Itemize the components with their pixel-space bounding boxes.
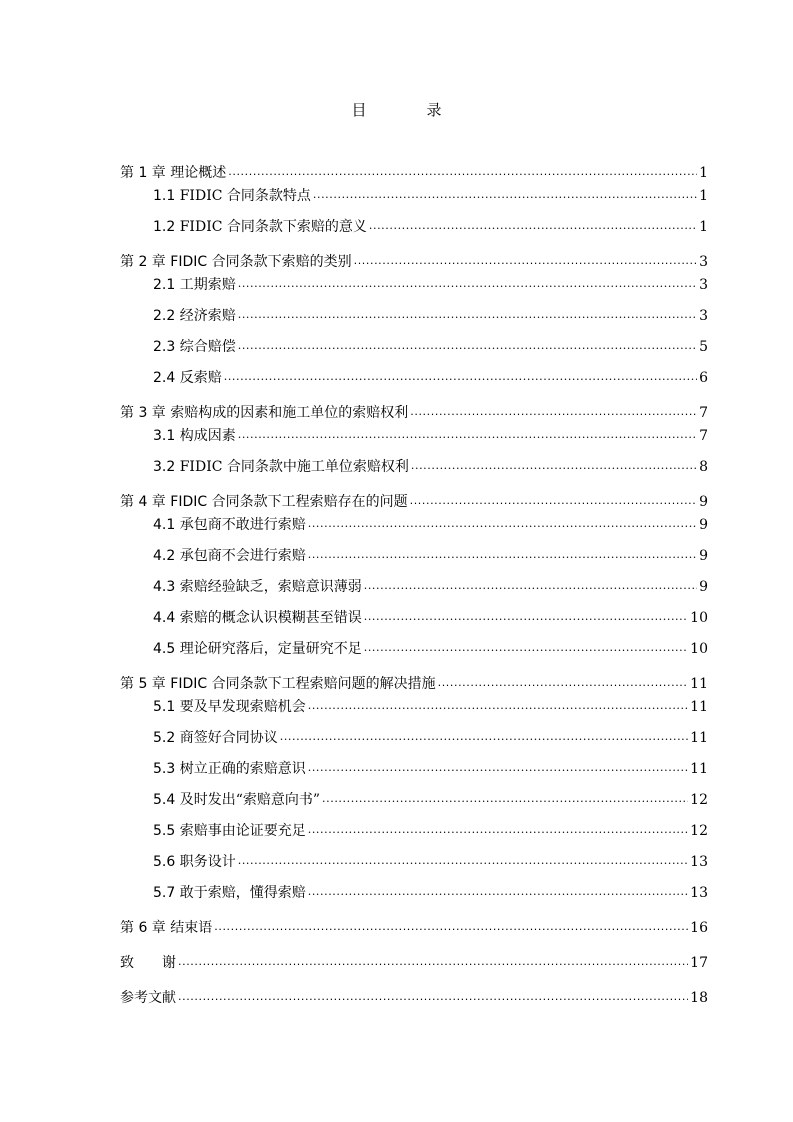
toc-page-number: 16 [690,920,708,936]
dot-leader [214,918,688,932]
dot-leader [178,953,688,967]
toc-entry-title [120,163,226,183]
toc-heading-right: 录 [426,101,442,119]
toc-entry-number: 5.1 [153,699,176,715]
toc-page-number: 1 [699,219,708,235]
toc-entry-number: 2.2 [153,308,176,324]
toc-page-number: 10 [690,641,708,657]
toc-entry-title [153,368,222,388]
toc-entry-title [153,426,236,446]
toc-chapter-entry[interactable] [120,953,708,973]
toc-section-entry[interactable] [120,368,708,388]
table-of-contents [120,163,708,1008]
toc-entry-title [153,728,278,748]
dot-leader [410,492,697,506]
toc-section-entry[interactable] [120,790,708,810]
toc-entry-title [153,546,306,566]
toc-entry-label: 商签好合同协议 [179,730,278,746]
toc-entry-number: 2.4 [153,370,176,386]
toc-entry-label: 及时发出“索赔意向书” [179,792,321,808]
toc-page-number: 6 [699,370,708,386]
toc-page-number: 12 [690,823,708,839]
toc-section-entry[interactable] [120,217,708,237]
toc-chapter-entry[interactable] [120,674,708,694]
dot-leader [313,186,697,200]
toc-page-number: 10 [690,610,708,626]
toc-entry-number: 3.1 [153,428,176,444]
toc-heading-left: 目 [351,101,367,119]
toc-entry-title [153,697,306,717]
toc-entry-number: 5.5 [153,823,176,839]
toc-entry-title [153,186,311,206]
toc-entry-number: 4.5 [153,641,176,657]
toc-entry-number: 1.2 [153,219,176,235]
toc-page-number: 9 [699,517,708,533]
dot-leader [354,252,697,266]
dot-leader [308,697,688,711]
toc-section-entry[interactable] [120,515,708,535]
toc-section-entry[interactable] [120,275,708,295]
toc-entry-number: 第 1 章 [120,165,166,181]
dot-leader [410,403,697,417]
toc-entry-number: 4.1 [153,517,176,533]
dot-leader [364,639,688,653]
toc-entry-title [153,306,236,326]
toc-entry-title [120,492,408,512]
toc-entry-number: 第 2 章 [120,254,166,270]
toc-page-number: 8 [699,459,708,475]
toc-entry-label: 承包商不会进行索赔 [179,548,306,564]
toc-page-number: 1 [699,165,708,181]
toc-entry-label: FIDIC 合同条款中施工单位索赔权利 [179,459,409,475]
toc-entry-number: 第 3 章 [120,405,166,421]
toc-entry-label: 索赔经验缺乏，索赔意识薄弱 [179,579,362,595]
toc-entry-number: 4.2 [153,548,176,564]
dot-leader [280,728,688,742]
toc-entry-label: 致 谢 [120,955,176,971]
toc-entry-number: 5.2 [153,730,176,746]
toc-section-entry[interactable] [120,457,708,477]
toc-entry-title [120,252,352,272]
toc-entry-number: 5.7 [153,885,176,901]
toc-section-entry[interactable] [120,639,708,659]
toc-entry-label: FIDIC 合同条款下工程索赔问题的解决措施 [170,676,436,692]
dot-leader [308,515,697,529]
toc-entry-title [120,988,176,1008]
toc-page-number: 1 [699,188,708,204]
dot-leader [238,306,697,320]
toc-entry-number: 第 5 章 [120,676,166,692]
toc-entry-label: 综合赔偿 [179,339,236,355]
toc-entry-title [153,515,306,535]
toc-section-entry[interactable] [120,426,708,446]
toc-entry-number: 5.3 [153,761,176,777]
dot-leader [238,426,697,440]
toc-page-number: 13 [690,885,708,901]
toc-section-entry[interactable] [120,883,708,903]
toc-entry-title [153,883,306,903]
toc-entry-label: 索赔事由论证要充足 [179,823,306,839]
toc-entry-title [153,337,236,357]
toc-entry-number: 2.3 [153,339,176,355]
toc-entry-label: 索赔构成的因素和施工单位的索赔权利 [170,405,409,421]
toc-page-number: 11 [690,699,708,715]
toc-entry-title [153,759,306,779]
toc-entry-label: 经济索赔 [179,308,236,324]
dot-leader [238,275,697,289]
toc-chapter-entry[interactable] [120,918,708,938]
toc-page-number: 9 [699,494,708,510]
toc-page-number: 9 [699,548,708,564]
dot-leader [438,674,689,688]
toc-page-number: 7 [699,428,708,444]
toc-entry-title [153,275,236,295]
toc-section-entry[interactable] [120,546,708,566]
toc-entry-number: 5.6 [153,854,176,870]
toc-entry-label: 索赔的概念认识模糊甚至错误 [179,610,362,626]
toc-section-entry[interactable] [120,852,708,872]
toc-section-entry[interactable] [120,759,708,779]
toc-chapter-entry[interactable] [120,403,708,423]
toc-entry-label: FIDIC 合同条款下工程索赔存在的问题 [170,494,408,510]
toc-entry-title [153,457,409,477]
toc-entry-title [153,639,362,659]
toc-page-number: 18 [690,990,708,1006]
toc-page-number: 17 [690,955,708,971]
toc-entry-title [153,852,236,872]
toc-section-entry[interactable] [120,608,708,628]
toc-entry-label: 要及早发现索赔机会 [179,699,306,715]
dot-leader [411,457,697,471]
toc-entry-label: 承包商不敢进行索赔 [179,517,306,533]
toc-heading [0,99,793,120]
dot-leader [238,852,688,866]
toc-section-entry[interactable] [120,577,708,597]
dot-leader [364,608,688,622]
toc-entry-label: 职务设计 [179,854,236,870]
toc-page-number: 3 [699,254,708,270]
toc-page-number: 11 [690,676,708,692]
toc-entry-title [120,674,436,694]
toc-entry-label: 树立正确的索赔意识 [179,761,306,777]
dot-leader [308,821,688,835]
toc-entry-title [120,403,408,423]
toc-entry-label: FIDIC 合同条款下索赔的类别 [170,254,352,270]
dot-leader [228,163,697,177]
toc-entry-number: 2.1 [153,277,176,293]
toc-section-entry[interactable] [120,697,708,717]
toc-entry-number: 5.4 [153,792,176,808]
toc-section-entry[interactable] [120,821,708,841]
toc-entry-number: 4.4 [153,610,176,626]
toc-entry-label: 参考文献 [120,990,176,1006]
toc-section-entry[interactable] [120,306,708,326]
toc-entry-title [153,217,367,237]
toc-chapter-entry[interactable] [120,492,708,512]
toc-page-number: 5 [699,339,708,355]
toc-entry-number: 3.2 [153,459,176,475]
dot-leader [224,368,697,382]
toc-page-number: 11 [690,761,708,777]
toc-entry-title [153,608,362,628]
toc-entry-number: 1.1 [153,188,176,204]
toc-section-entry[interactable] [120,337,708,357]
toc-section-entry[interactable] [120,186,708,206]
toc-entry-number: 4.3 [153,579,176,595]
toc-page-number: 3 [699,308,708,324]
dot-leader [308,759,688,773]
toc-chapter-entry[interactable] [120,252,708,272]
toc-entry-label: 反索赔 [179,370,222,386]
toc-entry-title [153,577,362,597]
dot-leader [178,988,688,1002]
dot-leader [238,337,697,351]
toc-chapter-entry[interactable] [120,988,708,1008]
dot-leader [369,217,697,231]
toc-entry-label: 工期索赔 [179,277,236,293]
toc-page-number: 12 [690,792,708,808]
toc-page-number: 3 [699,277,708,293]
toc-chapter-entry[interactable] [120,163,708,183]
toc-section-entry[interactable] [120,728,708,748]
dot-leader [308,546,697,560]
toc-entry-label: 构成因素 [179,428,236,444]
toc-entry-number: 第 4 章 [120,494,166,510]
toc-entry-label: FIDIC 合同条款下索赔的意义 [179,219,367,235]
toc-entry-label: 结束语 [170,920,213,936]
toc-page-number: 9 [699,579,708,595]
toc-entry-label: 敢于索赔，懂得索赔 [179,885,306,901]
toc-page-number: 13 [690,854,708,870]
toc-page-number: 11 [690,730,708,746]
dot-leader [308,883,688,897]
dot-leader [322,790,688,804]
toc-entry-title [120,918,212,938]
toc-entry-number: 第 6 章 [120,920,166,936]
toc-entry-label: FIDIC 合同条款特点 [179,188,311,204]
toc-entry-title [120,953,176,973]
toc-entry-title [153,821,306,841]
toc-page-number: 7 [699,405,708,421]
toc-entry-label: 理论研究落后，定量研究不足 [179,641,362,657]
toc-entry-title [153,790,320,810]
toc-entry-label: 理论概述 [170,165,227,181]
dot-leader [364,577,697,591]
